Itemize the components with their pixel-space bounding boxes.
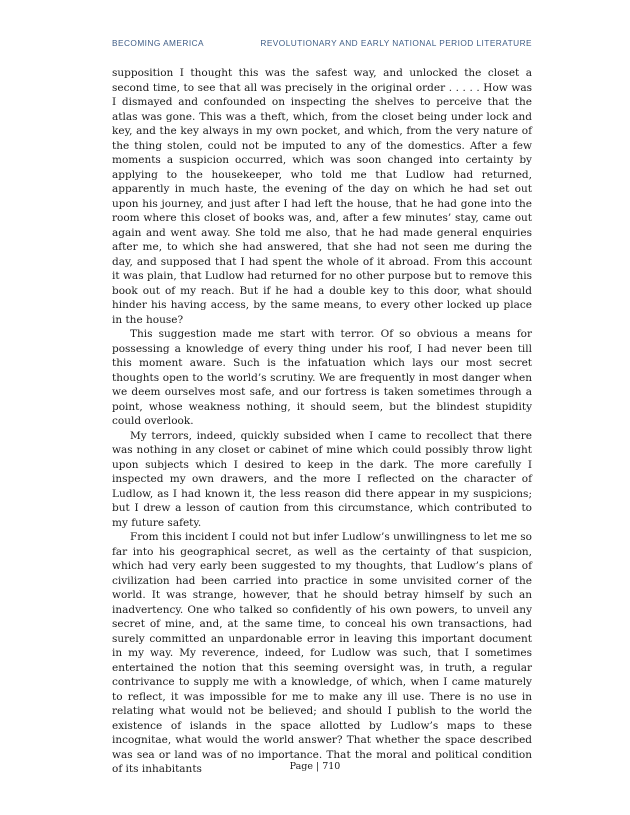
page-number: Page | 710 bbox=[289, 761, 341, 772]
header-section-title: REVOLUTIONARY AND EARLY NATIONAL PERIOD LITERATURE bbox=[260, 38, 532, 48]
paragraph: My terrors, indeed, quickly subsided when I came to recollect that there was nothing in any closet or cabinet of mine which could possibly throw light upon subjects which I desired to keep in the dark. The more carefully I inspected my own drawers, and the more I reflected on the character of Ludlow, as I had known it, the less reason did there appear in my suspicions; but I drew a lesson of caution from this circumstance, which contributed to my future safety. bbox=[112, 429, 532, 529]
paragraph: From this incident I could not but infer Ludlow’s unwillingness to let me so far into his geographical secret, as well as the certainty of that suspicion, which had very early been suggested to my thoughts, that Ludlow’s plans of civilization had been carried into practice in some unvisited corner of the world. It was strange, however, that he should betray himself by such an inadvertency. One who talked so confidently of his own powers, to unveil any secret of mine, and, at the same time, to conceal his own transactions, had surely committed an unpardonable error in leaving this important document in my way. My reverence, indeed, for Ludlow was such, that I sometimes entertained the notion that this seeming oversight was, in truth, a regular contrivance to supply me with a knowledge, of which, when I came maturely to reflect, it was impossible for me to make any ill use. There is no use in relating what would not be believed; and should I publish to the world the existence of islands in the space allotted by Ludlow’s maps to these incognitae, what would the world answer? That whether the space described was sea or land was of no importance. That the moral and political condition of its inhabitants bbox=[112, 531, 532, 775]
page-body bbox=[112, 66, 532, 777]
paragraph-continued: supposition I thought this was the safest way, and unlocked the closet a second time, to see that all was precisely in the original order . . . . . How was I dismayed and confounded on inspecting the shelves to perceive that the atlas was gone. This was a theft, which, from the closet being under lock and key, and the key always in my own pocket, and which, from the very nature of the thing stolen, could not be imputed to any of the domestics. After a few moments a suspicion occurred, which was soon changed into certainty by applying to the housekeeper, who told me that Ludlow had returned, apparently in much haste, the evening of the day on which he had set out upon his journey, and just after I had left the house, that he had gone into the room where this closet of books was, and, after a few minutes’ stay, came out again and went away. She told me also, that he had made general enquiries after me, to which she had answered, that she had not seen me during the day, and supposed that I had spent the whole of it abroad. From this account it was plain, that Ludlow had returned for no other purpose but to remove this book out of my reach. But if he had a double key to this door, what should hinder his having access, by the same means, to every other locked up place in the house? bbox=[112, 67, 532, 326]
paragraph: This suggestion made me start with terror. Of so obvious a means for possessing a knowledge of every thing under his roof, I had never been till this moment aware. Such is the infatuation which lays our most secret thoughts open to the world’s scrutiny. We are frequently in most danger when we deem ourselves most safe, and our fortress is taken sometimes through a point, whose weakness nothing, it should seem, but the blindest stupidity could overlook. bbox=[112, 328, 532, 427]
running-header bbox=[112, 38, 532, 48]
header-book-title: BECOMING AMERICA bbox=[112, 38, 205, 48]
